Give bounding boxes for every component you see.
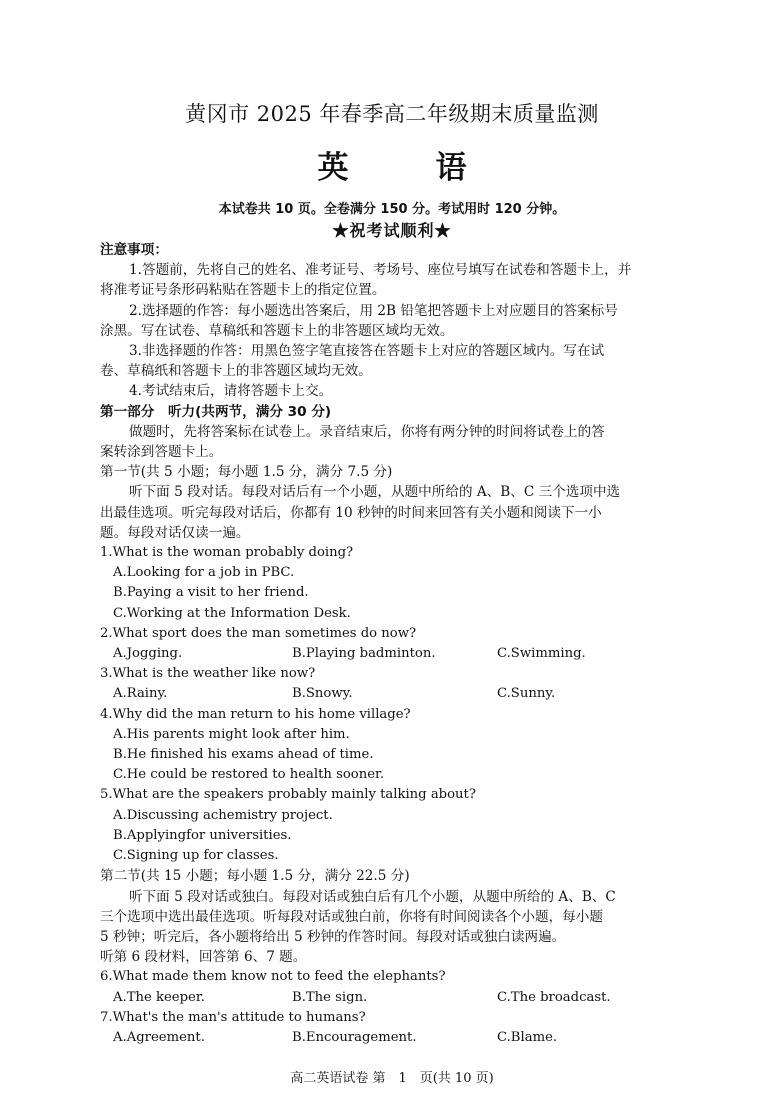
notice-item-2-line-2: 涂黑。写在试卷、草稿纸和答题卡上的非答题区域均无效。 (100, 322, 454, 339)
notice-item-1-line-1: 1.答题前，先将自己的姓名、准考证号、考场号、座位号填写在试卷和答题卡上，并 (129, 262, 632, 279)
question-1-option-c: C.Working at the Information Desk. (113, 605, 351, 621)
question-2-option-c: C.Swimming. (497, 646, 586, 662)
question-6-option-c: C.The broadcast. (497, 989, 611, 1005)
question-3-stem: 3.What is the weather like now? (100, 666, 316, 682)
question-7-option-b: B.Encouragement. (292, 1029, 417, 1045)
exam-info: 本试卷共 10 页。全卷满分 150 分。考试用时 120 分钟。 (218, 202, 566, 217)
section1-intro-line-2: 出最佳选项。听完每段对话后，你都有 10 秒钟的时间来回答有关小题和阅读下一小 (100, 504, 602, 521)
question-4-option-c: C.He could be restored to health sooner. (113, 767, 385, 783)
notice-item-3-line-1: 3.非选择题的作答：用黑色签字笔直接答在答题卡上对应的答题区域内。写在试 (129, 343, 605, 360)
question-3-options (100, 684, 712, 704)
question-2-option-a: A.Jogging. (113, 646, 183, 662)
section2-intro-line-1: 听下面 5 段对话或独白。每段对话或独白后有几个小题，从题中所给的 A、B、C (129, 888, 616, 905)
part1-intro-line-2: 案转涂到答题卡上。 (100, 444, 223, 461)
question-7-options (100, 1028, 712, 1048)
section1-intro-line-3: 题。每段对话仅读一遍。 (100, 524, 250, 541)
question-6-stem: 6.What made them know not to feed the elephants? (100, 969, 446, 985)
notice-heading: 注意事项： (100, 242, 168, 258)
question-5-option-b: B.Applyingfor universities. (113, 827, 292, 843)
section2-heading: 第二节(共 15 小题；每小题 1.5 分，满分 22.5 分) (100, 868, 410, 885)
exam-title: 黄冈市 2025 年春季高二年级期末质量监测 (185, 102, 599, 126)
question-1-option-a: A.Looking for a job in PBC. (113, 565, 295, 581)
notice-item-4: 4.考试结束后，请将答题卡上交。 (129, 383, 333, 400)
section1-intro-line-1: 听下面 5 段对话。每段对话后有一个小题，从题中所给的 A、B、C 三个选项中选 (129, 484, 621, 501)
question-4-option-a: A.His parents might look after him. (113, 726, 350, 742)
section1-heading: 第一节(共 5 小题；每小题 1.5 分，满分 7.5 分) (100, 464, 393, 481)
question-2-option-b: B.Playing badminton. (292, 646, 436, 662)
question-7-stem: 7.What's the man's attitude to humans? (100, 1009, 366, 1025)
notice-item-3-line-2: 卷、草稿纸和答题卡上的非答题区域均无效。 (100, 363, 372, 380)
question-3-option-b: B.Snowy. (292, 686, 353, 702)
question-7-option-c: C.Blame. (497, 1029, 558, 1045)
question-5-option-c: C.Signing up for classes. (113, 848, 279, 864)
question-2-stem: 2.What sport does the man sometimes do now? (100, 625, 417, 641)
part1-intro-line-1: 做题时，先将答案标在试卷上。录音结束后，你将有两分钟的时间将试卷上的答 (129, 423, 605, 440)
question-2-options (100, 644, 712, 664)
question-6-options (100, 988, 712, 1008)
question-1-stem: 1.What is the woman probably doing? (100, 545, 354, 561)
good-luck-banner: ★祝考试顺利★ (332, 221, 452, 240)
question-1-option-b: B.Paying a visit to her friend. (113, 585, 309, 601)
page-footer: 高二英语试卷 第 1 页(共 10 页) (290, 1071, 494, 1086)
notice-item-2-line-1: 2.选择题的作答：每小题选出答案后，用 2B 铅笔把答题卡上对应题目的答案标号 (129, 302, 618, 319)
section2-intro-line-2: 三个选项中选出最佳选项。听每段对话或独白前，你将有时间阅读各个小题，每小题 (100, 908, 603, 925)
question-6-option-a: A.The keeper. (113, 989, 205, 1005)
question-5-stem: 5.What are the speakers probably mainly talking about? (100, 787, 476, 803)
exam-body (100, 240, 712, 1048)
question-6-option-b: B.The sign. (292, 989, 368, 1005)
notice-item-1-line-2: 将准考证号条形码粘贴在答题卡上的指定位置。 (100, 282, 386, 299)
question-3-option-c: C.Sunny. (497, 686, 556, 702)
part1-heading: 第一部分 听力(共两节，满分 30 分) (100, 403, 332, 420)
subject-title: 英 语 (317, 150, 495, 186)
question-5-option-a: A.Discussing achemistry project. (113, 807, 333, 823)
section2-intro-line-3: 5 秒钟；听完后，各小题将给出 5 秒钟的作答时间。每段对话或独白读两遍。 (100, 928, 566, 945)
question-4-option-b: B.He finished his exams ahead of time. (113, 747, 374, 763)
question-7-option-a: A.Agreement. (113, 1029, 205, 1045)
material-6-instruction: 听第 6 段材料，回答第 6、7 题。 (100, 949, 307, 966)
question-3-option-a: A.Rainy. (113, 686, 168, 702)
question-4-stem: 4.Why did the man return to his home village? (100, 706, 411, 722)
